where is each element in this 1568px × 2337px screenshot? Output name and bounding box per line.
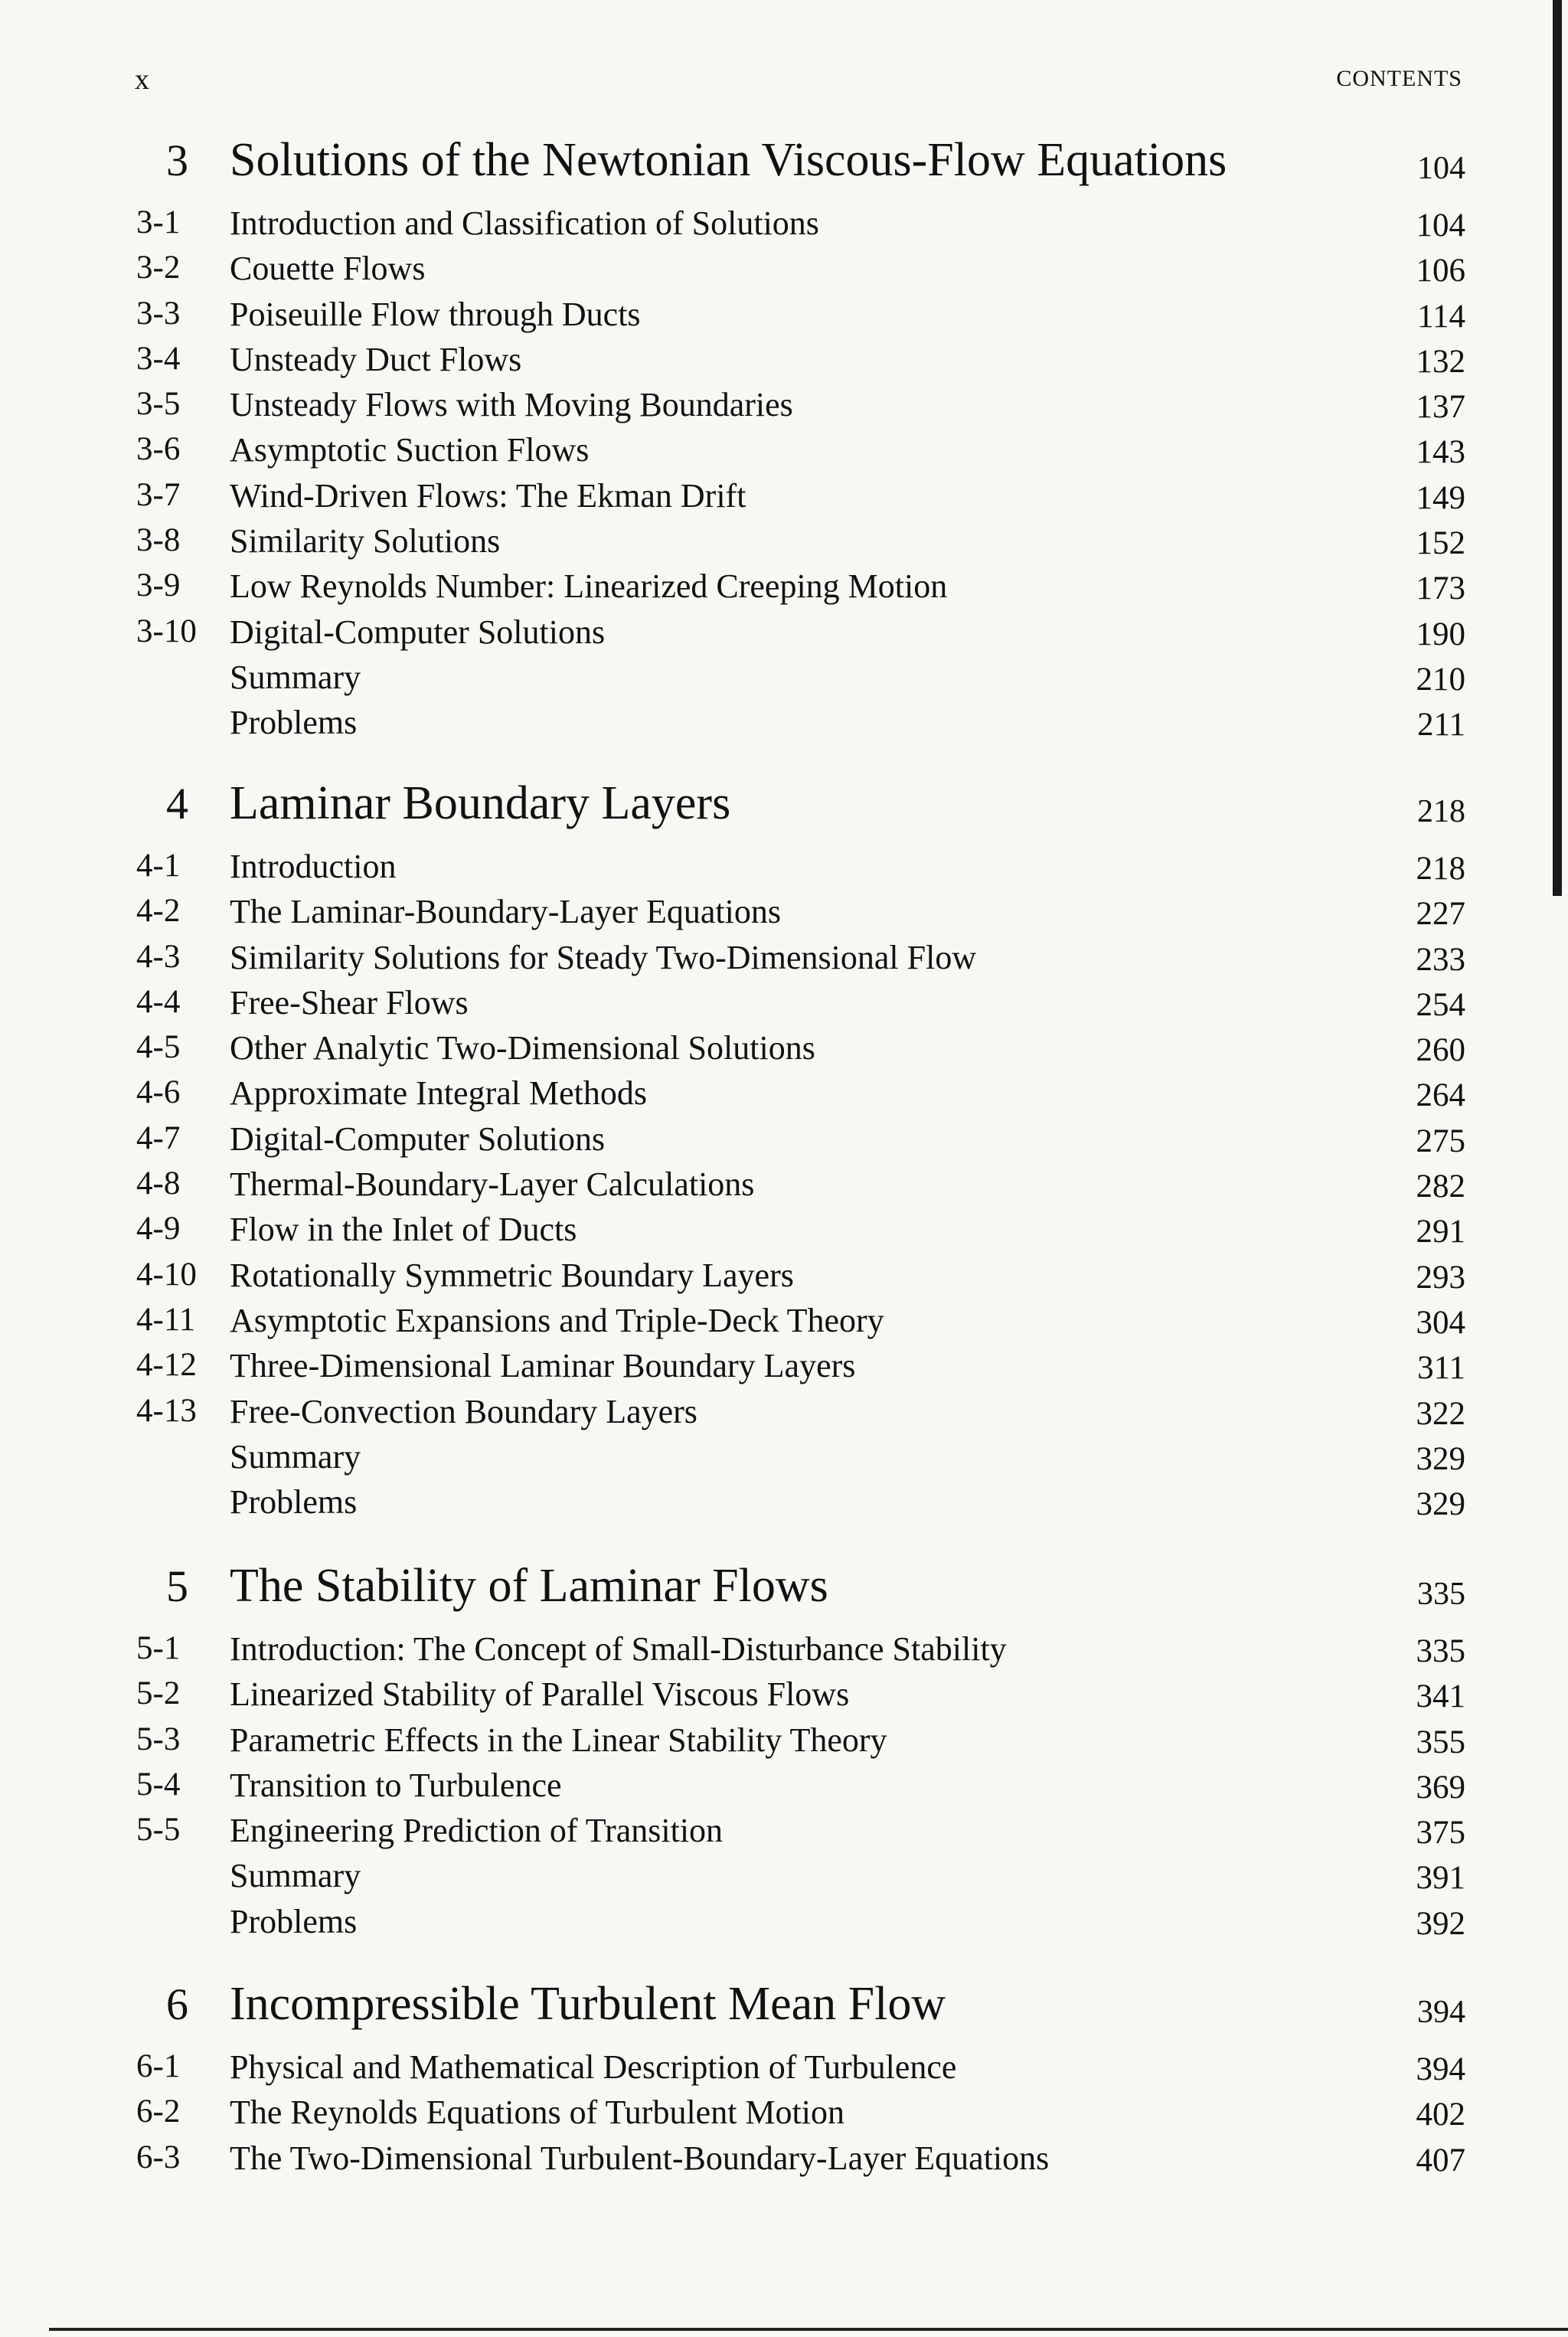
section-entry[interactable] bbox=[0, 1675, 1568, 1720]
section-entry[interactable] bbox=[0, 613, 1568, 658]
section-entry[interactable] bbox=[0, 1721, 1568, 1766]
chapter-title: The Stability of Laminar Flows bbox=[230, 1560, 828, 1612]
section-number: 4-3 bbox=[136, 938, 181, 975]
section-page: 293 bbox=[1416, 1259, 1465, 1296]
chapter-page: 104 bbox=[1417, 151, 1465, 186]
section-title: Other Analytic Two-Dimensional Solutions bbox=[230, 1029, 815, 1067]
section-number: 4-1 bbox=[136, 848, 181, 884]
chapter-block bbox=[0, 1978, 1568, 2184]
section-entry[interactable] bbox=[0, 938, 1568, 983]
section-entry[interactable] bbox=[0, 385, 1568, 430]
section-entry[interactable] bbox=[0, 1392, 1568, 1437]
section-entry[interactable] bbox=[0, 1629, 1568, 1675]
section-page: 291 bbox=[1416, 1214, 1465, 1250]
section-entry[interactable] bbox=[0, 847, 1568, 892]
section-title: Introduction and Classification of Solutions bbox=[230, 204, 819, 242]
section-number: 4-13 bbox=[136, 1392, 197, 1429]
section-entry[interactable] bbox=[0, 1482, 1568, 1528]
section-list bbox=[0, 204, 1568, 749]
section-title: The Two-Dimensional Turbulent-Boundary-Layer Equations bbox=[230, 2139, 1050, 2177]
section-number: 4-8 bbox=[136, 1165, 181, 1202]
section-page: 106 bbox=[1416, 253, 1465, 289]
section-page: 218 bbox=[1416, 851, 1465, 887]
section-entry[interactable] bbox=[0, 340, 1568, 385]
section-title: Engineering Prediction of Transition bbox=[230, 1812, 724, 1850]
section-entry[interactable] bbox=[0, 1856, 1568, 1901]
section-number: 5-5 bbox=[136, 1812, 181, 1848]
section-title: Similarity Solutions for Steady Two-Dimensional Flow bbox=[230, 938, 977, 976]
section-title: The Laminar-Boundary-Layer Equations bbox=[230, 893, 781, 931]
section-page: 407 bbox=[1416, 2142, 1465, 2178]
section-page: 152 bbox=[1416, 525, 1465, 562]
section-page: 329 bbox=[1416, 1486, 1465, 1523]
section-page: 335 bbox=[1416, 1633, 1465, 1669]
section-number: 5-1 bbox=[136, 1630, 181, 1666]
section-number: 5-4 bbox=[136, 1766, 181, 1803]
section-entry[interactable] bbox=[0, 1210, 1568, 1255]
section-number: 6-2 bbox=[136, 2093, 181, 2130]
section-number: 3-1 bbox=[136, 204, 181, 240]
section-title: Flow in the Inlet of Ducts bbox=[230, 1211, 577, 1249]
section-number: 4-5 bbox=[136, 1029, 181, 1066]
section-number: 4-9 bbox=[136, 1211, 181, 1247]
chapter-number: 4 bbox=[166, 779, 188, 829]
section-title: Summary bbox=[230, 1857, 361, 1895]
section-entry[interactable] bbox=[0, 476, 1568, 521]
section-number: 5-2 bbox=[136, 1675, 181, 1712]
section-number: 5-3 bbox=[136, 1721, 181, 1757]
section-entry[interactable] bbox=[0, 521, 1568, 567]
chapter-number: 3 bbox=[166, 136, 188, 185]
section-title: Physical and Mathematical Description of Turbulence bbox=[230, 2048, 957, 2086]
section-number: 3-9 bbox=[136, 567, 181, 604]
section-title: Introduction bbox=[230, 848, 397, 885]
section-title: Summary bbox=[230, 658, 361, 696]
bottom-rule bbox=[49, 2328, 1568, 2331]
section-page: 114 bbox=[1417, 298, 1465, 335]
section-list bbox=[0, 1629, 1568, 1947]
section-entry[interactable] bbox=[0, 567, 1568, 612]
section-title: Problems bbox=[230, 1902, 358, 1940]
section-number: 6-1 bbox=[136, 2048, 181, 2084]
section-entry[interactable] bbox=[0, 1811, 1568, 1856]
section-entry[interactable] bbox=[0, 983, 1568, 1028]
section-title: Rotationally Symmetric Boundary Layers bbox=[230, 1256, 794, 1294]
section-entry[interactable] bbox=[0, 2139, 1568, 2184]
section-title: The Reynolds Equations of Turbulent Motion bbox=[230, 2093, 844, 2132]
section-page: 355 bbox=[1416, 1724, 1465, 1760]
section-title: Unsteady Duct Flows bbox=[230, 340, 522, 378]
section-entry[interactable] bbox=[0, 1766, 1568, 1811]
chapter-number: 5 bbox=[166, 1561, 188, 1611]
section-entry[interactable] bbox=[0, 1119, 1568, 1165]
chapter-page: 218 bbox=[1417, 794, 1465, 829]
chapter-number: 6 bbox=[166, 1979, 188, 2029]
section-page: 173 bbox=[1416, 570, 1465, 607]
section-title: Digital-Computer Solutions bbox=[230, 613, 606, 651]
section-title: Transition to Turbulence bbox=[230, 1766, 562, 1804]
section-number: 3-8 bbox=[136, 522, 181, 559]
section-page: 233 bbox=[1416, 941, 1465, 978]
chapter-page: 394 bbox=[1417, 1995, 1465, 2030]
section-page: 210 bbox=[1416, 661, 1465, 698]
section-entry[interactable] bbox=[0, 1074, 1568, 1119]
section-page: 341 bbox=[1416, 1678, 1465, 1715]
section-title: Thermal-Boundary-Layer Calculations bbox=[230, 1165, 755, 1204]
section-number: 3-5 bbox=[136, 386, 181, 423]
section-number: 3-7 bbox=[136, 476, 181, 513]
section-title: Parametric Effects in the Linear Stability Theory bbox=[230, 1721, 887, 1759]
section-page: 227 bbox=[1416, 896, 1465, 933]
section-page: 132 bbox=[1416, 343, 1465, 380]
section-page: 190 bbox=[1416, 616, 1465, 652]
section-page: 137 bbox=[1416, 389, 1465, 426]
section-entry[interactable] bbox=[0, 1437, 1568, 1482]
section-title: Similarity Solutions bbox=[230, 522, 501, 561]
section-page: 402 bbox=[1416, 2097, 1465, 2133]
section-entry[interactable] bbox=[0, 703, 1568, 748]
section-entry[interactable] bbox=[0, 892, 1568, 937]
section-page: 392 bbox=[1416, 1905, 1465, 1942]
section-entry[interactable] bbox=[0, 1346, 1568, 1391]
section-page: 375 bbox=[1416, 1815, 1465, 1852]
chapter-title: Incompressible Turbulent Mean Flow bbox=[230, 1978, 946, 2030]
chapter-heading[interactable] bbox=[0, 1978, 1568, 2030]
section-number: 3-3 bbox=[136, 295, 181, 332]
chapter-title: Solutions of the Newtonian Viscous-Flow Equations bbox=[230, 134, 1227, 186]
section-page: 143 bbox=[1416, 434, 1465, 471]
running-header: CONTENTS bbox=[1336, 66, 1462, 91]
section-title: Asymptotic Suction Flows bbox=[230, 431, 590, 469]
section-entry[interactable] bbox=[0, 1902, 1568, 1947]
section-title: Approximate Integral Methods bbox=[230, 1074, 647, 1113]
section-page: 329 bbox=[1416, 1440, 1465, 1477]
section-number: 6-3 bbox=[136, 2139, 181, 2175]
section-number: 4-12 bbox=[136, 1347, 197, 1384]
section-title: Couette Flows bbox=[230, 250, 426, 288]
section-title: Linearized Stability of Parallel Viscous Flows bbox=[230, 1675, 850, 1714]
section-title: Free-Convection Boundary Layers bbox=[230, 1392, 697, 1430]
section-page: 260 bbox=[1416, 1032, 1465, 1069]
section-title: Wind-Driven Flows: The Ekman Drift bbox=[230, 476, 746, 515]
section-number: 4-6 bbox=[136, 1074, 181, 1111]
chapter-heading[interactable] bbox=[0, 134, 1568, 186]
section-title: Poiseuille Flow through Ducts bbox=[230, 295, 641, 333]
section-page: 264 bbox=[1416, 1077, 1465, 1114]
section-page: 311 bbox=[1417, 1350, 1465, 1387]
section-number: 3-4 bbox=[136, 340, 181, 377]
section-entry[interactable] bbox=[0, 658, 1568, 703]
section-page: 322 bbox=[1416, 1395, 1465, 1432]
section-number: 3-6 bbox=[136, 431, 181, 468]
section-entry[interactable] bbox=[0, 1028, 1568, 1074]
section-entry[interactable] bbox=[0, 295, 1568, 340]
section-number: 3-2 bbox=[136, 250, 181, 286]
section-page: 369 bbox=[1416, 1769, 1465, 1806]
section-title: Asymptotic Expansions and Triple-Deck Theory bbox=[230, 1301, 884, 1339]
chapter-heading[interactable] bbox=[0, 1560, 1568, 1612]
section-title: Low Reynolds Number: Linearized Creeping Motion bbox=[230, 567, 948, 606]
section-number: 4-11 bbox=[136, 1301, 196, 1338]
section-title: Three-Dimensional Laminar Boundary Layers bbox=[230, 1347, 856, 1385]
section-title: Digital-Computer Solutions bbox=[230, 1119, 606, 1158]
section-number: 4-7 bbox=[136, 1119, 181, 1156]
section-title: Problems bbox=[230, 1483, 358, 1522]
section-entry[interactable] bbox=[0, 1301, 1568, 1346]
section-page: 211 bbox=[1417, 707, 1465, 744]
section-entry[interactable] bbox=[0, 204, 1568, 249]
section-page: 275 bbox=[1416, 1123, 1465, 1159]
chapter-title: Laminar Boundary Layers bbox=[230, 777, 731, 829]
section-title: Unsteady Flows with Moving Boundaries bbox=[230, 386, 793, 424]
chapter-page: 335 bbox=[1417, 1577, 1465, 1612]
section-number: 4-2 bbox=[136, 893, 181, 930]
section-list bbox=[0, 847, 1568, 1528]
section-number: 3-10 bbox=[136, 613, 197, 649]
chapter-block bbox=[0, 777, 1568, 1528]
section-list bbox=[0, 2048, 1568, 2184]
page-number-roman: x bbox=[135, 64, 149, 96]
section-page: 149 bbox=[1416, 479, 1465, 516]
section-page: 282 bbox=[1416, 1168, 1465, 1205]
section-page: 254 bbox=[1416, 986, 1465, 1023]
section-title: Introduction: The Concept of Small-Disturbance Stability bbox=[230, 1630, 1007, 1668]
section-title: Problems bbox=[230, 704, 358, 742]
chapter-block bbox=[0, 1560, 1568, 1947]
section-page: 391 bbox=[1416, 1860, 1465, 1897]
section-page: 104 bbox=[1416, 208, 1465, 244]
section-entry[interactable] bbox=[0, 2048, 1568, 2093]
section-entry[interactable] bbox=[0, 1256, 1568, 1301]
section-entry[interactable] bbox=[0, 430, 1568, 476]
section-number: 4-4 bbox=[136, 983, 181, 1020]
section-entry[interactable] bbox=[0, 2093, 1568, 2138]
section-page: 394 bbox=[1416, 2051, 1465, 2087]
chapter-heading[interactable] bbox=[0, 777, 1568, 829]
section-page: 304 bbox=[1416, 1304, 1465, 1341]
section-title: Free-Shear Flows bbox=[230, 983, 469, 1021]
section-entry[interactable] bbox=[0, 249, 1568, 294]
section-number: 4-10 bbox=[136, 1256, 197, 1293]
section-entry[interactable] bbox=[0, 1165, 1568, 1210]
chapter-block bbox=[0, 134, 1568, 749]
section-title: Summary bbox=[230, 1437, 361, 1476]
